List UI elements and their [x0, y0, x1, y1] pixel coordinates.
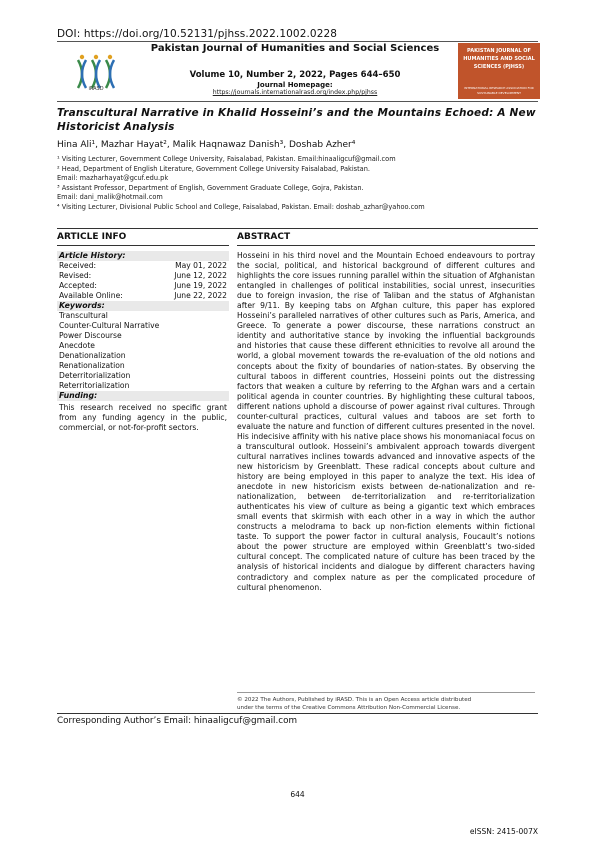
journal-cover-image [458, 43, 540, 99]
author-list: Hina Ali¹, Mazhar Hayat², Malik Haqnawaz Danish³, Doshab Azher⁴ [57, 140, 356, 150]
history-label: Available Online: [59, 291, 123, 300]
keywords-label: Keywords: [57, 301, 229, 311]
funding-label: Funding: [57, 391, 229, 401]
history-date: June 12, 2022 [174, 271, 227, 280]
copyright-notice [237, 696, 535, 712]
abstract-heading: ABSTRACT [237, 232, 291, 242]
keyword: Deterritorialization [59, 371, 131, 380]
funding-text: This research received no specific grant from any funding agency in the public, commercial, or not-for-profit sectors. [59, 403, 227, 432]
page-number: 644 [290, 790, 305, 799]
logo-label: iRASD [88, 86, 104, 92]
history-date: June 19, 2022 [174, 281, 227, 290]
history-label: Accepted: [59, 281, 97, 290]
homepage-label: Journal Homepage: [257, 81, 333, 89]
corresponding-rule [57, 713, 538, 714]
affiliation-line: Email: dani_malik@hotmail.com [57, 193, 163, 202]
history-label: Received: [59, 261, 97, 270]
cover-subtitle: INTERNATIONAL RESEARCH ASSOCIATION FOR SUSTAINABLE DEVELOPMENT [464, 86, 534, 95]
copyright-rule [237, 692, 535, 693]
affiliation-line: ³ Assistant Professor, Department of English, Government Graduate College, Gojra, Pakistan. [57, 183, 364, 192]
eissn-label: eISSN: 2415-007X [469, 827, 538, 836]
license-link[interactable]: under the terms of the Creative Commons Attribution Non-Commercial License. [237, 705, 461, 711]
history-date: June 22, 2022 [174, 291, 227, 300]
affiliation-line: ² Head, Department of English Literature, Government College University Faisalabad, Pakistan. [57, 164, 370, 173]
history-date: May 01, 2022 [175, 261, 227, 270]
affiliation-line: Email: mazharhayat@gcuf.edu.pk [57, 174, 169, 183]
journal-title: Pakistan Journal of Humanities and Social Sciences [150, 43, 440, 54]
affiliation-line: ¹ Visiting Lecturer, Government College University, Faisalabad, Pakistan. Email:hinaaligcuf@gmail.com [57, 155, 396, 163]
copyright-line: © 2022 The Authors, Published by iRASD. This is an Open Access article distributed [237, 697, 472, 703]
volume-line: Volume 10, Number 2, 2022, Pages 644–650 [189, 70, 401, 80]
header-top-rule [57, 41, 538, 42]
corresponding-email[interactable]: Corresponding Author’s Email: hinaaligcuf@gmail.com [57, 716, 298, 726]
keyword: Transcultural [59, 311, 108, 320]
homepage-link[interactable]: https://journals.internationalrasd.org/index.php/pjhss [212, 89, 378, 96]
abstract-text: Hosseini in his third novel and the Mountain Echoed endeavours to portray the social, political, and historical background of different cultures and highlights the core issues running parallel within the situation of Afghanistan entangled in challenges of political instabilities, social unrest, insecurities due to foreign invasion, the rise of Taliban and the status of Afghanistan after 9/11. By keeping tabs on Afghan culture, this paper has explored Hosseini’s paralleled narratives of other cultures such as Paris, America, and Greece. To generate a power discourse, these narrations construct an identity and authoritative stance by invoking the influential backgrounds and histories that cause these different ethnicities to revolve all around the world, a global movement towards the re-evaluation of the old notions and concepts about the fixity of boundaries of nation-states. By observing the cultural taboos in different countries, Hosseini points out the distressing factors that weaken a culture by referring to the Afghan wars and a certain political agenda in counter countries. By highlighting these cultural taboos, different nations uphold a discourse of power against rival cultures. Through counter-cultural practices, cultural values and taboos are set forth to evaluate the nature and function of different cultures presented in the novel. His indecisive affinity with his native place shows his monomaniacal focus on a transcultural outlook. Hosseini’s ambivalent approach towards divergent cultural narratives inclines towards advanced and innovative aspects of the new historicism by Greenblatt. These radical concepts about culture and history are being employed in this paper to analyze the text. His idea of anecdote in new historicism exists between de-nationalization and re-nationalization, between de-territorialization and re-territorialization authenticates his view of culture as being a gigantic text which embraces small events that skirmish with each other in a way in which the author constructs a melodrama to back up non-fiction elements within fictional taste. To support the power factor in cultural analysis, Foucault’s notions about the power structure are employed within Greenblatt’s two-sided cultural concept. The complicated nature of culture has been traced by the analysis of historical incidents and dialogue by different characters having contradictory and complex nature as per the complicated procedure of cultural phenomenon. [237, 251, 536, 592]
article-info-heading: ARTICLE INFO [57, 232, 127, 242]
doi-line[interactable]: DOI: https://doi.org/10.52131/pjhss.2022.1002.0228 [57, 28, 338, 40]
article-info-panel [57, 251, 229, 433]
history-label: Revised: [59, 271, 92, 280]
history-row [57, 271, 229, 281]
keyword: Denationalization [59, 351, 126, 360]
paper-title: Transcultural Narrative in Khalid Hosseini’s and the Mountains Echoed: A New Historicist Analysis [57, 107, 536, 133]
keyword: Anecdote [59, 341, 95, 350]
section-top-rule [57, 228, 538, 229]
keyword: Counter-Cultural Narrative [59, 321, 160, 330]
affiliation-line: ⁴ Visiting Lecturer, Divisional Public School and College, Faisalabad, Pakistan. Email: doshab_azhar@yahoo.com [57, 202, 425, 211]
history-row [57, 281, 229, 291]
article-info-rule [57, 245, 229, 246]
history-row [57, 291, 229, 301]
abstract-rule [237, 245, 535, 246]
affiliations [57, 155, 425, 213]
keyword: Renationalization [59, 361, 125, 370]
keyword: Power Discourse [59, 331, 122, 340]
cover-title: PAKISTAN JOURNAL OF HUMANITIES AND SOCIAL SCIENCES (PJHSS) [463, 48, 535, 70]
article-history-label: Article History: [57, 251, 229, 261]
header-bottom-rule [57, 101, 538, 102]
history-row [57, 261, 229, 271]
keyword: Reterritorialization [59, 381, 130, 390]
